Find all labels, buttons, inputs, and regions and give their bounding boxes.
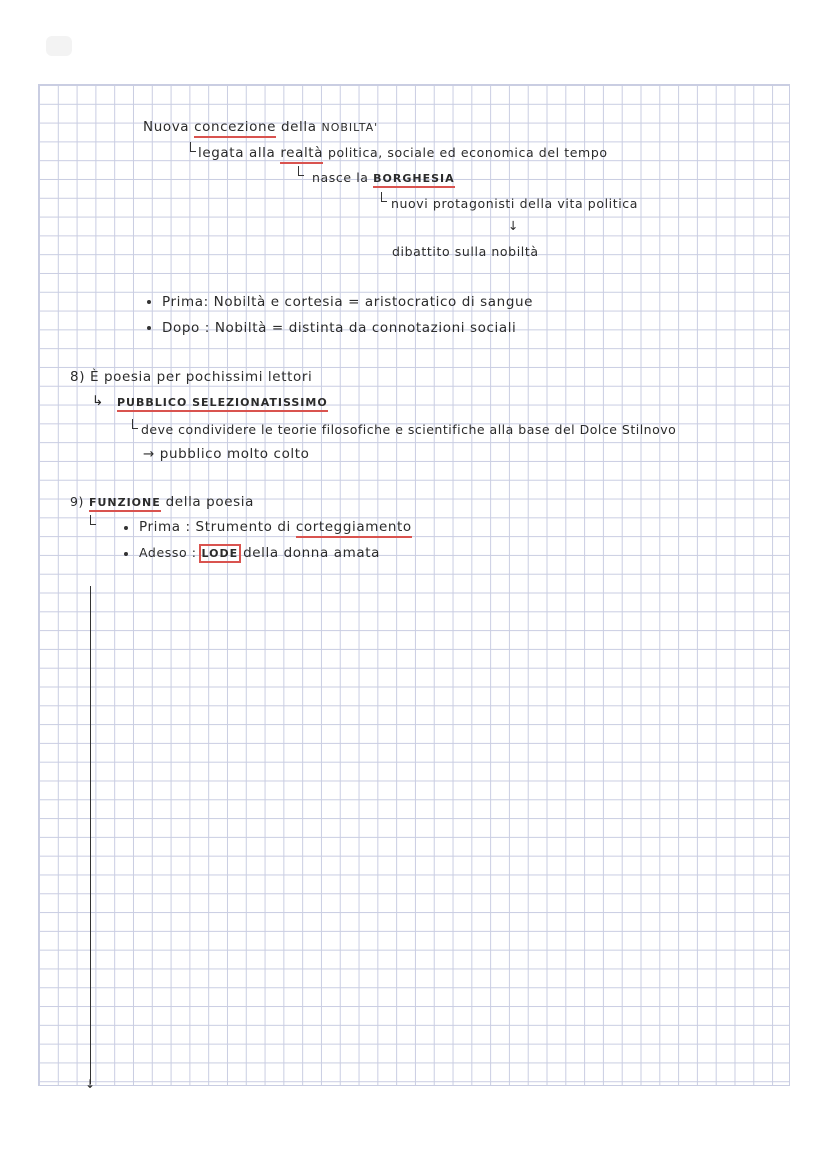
hook-icon (381, 192, 387, 202)
title-prefix: Nuova (143, 119, 190, 135)
nobilta-line1 (198, 147, 608, 161)
timeline-arrow-icon: ↓ (85, 1077, 96, 1091)
hook-icon (190, 142, 196, 152)
section8-subheading (117, 397, 328, 408)
section9-bullet2 (139, 547, 380, 561)
nobilta-bullet2: Dopo : Nobiltà = distinta da connotazioni sociali (162, 320, 517, 336)
section9-number: 9) (70, 494, 85, 509)
section9-bullet1 (139, 521, 412, 535)
section9-heading-rest: della poesia (165, 494, 254, 510)
timeline-line (90, 586, 91, 1084)
grid-paper (38, 84, 790, 1086)
corner-watermark (46, 36, 72, 56)
section8-line2: → pubblico molto colto (143, 446, 310, 462)
nobilta-bullet1: Prima: Nobiltà e cortesia = aristocratico di sangue (162, 294, 534, 310)
line1-end: politica, sociale ed economica del tempo (327, 145, 608, 160)
hook-icon (132, 419, 138, 429)
lode-label: LODE (201, 547, 239, 560)
title-mid: della (280, 119, 317, 135)
hook-icon (298, 166, 304, 176)
corner-arrow-icon: ↳ (92, 393, 104, 409)
nobilta-title (143, 121, 378, 135)
hook-icon (90, 515, 96, 525)
bullet1-start: Prima : Strumento di (139, 519, 291, 535)
bullet-icon (147, 326, 151, 330)
bullet-icon (124, 526, 128, 530)
nobilta-line3: nuovi protagonisti della vita politica (391, 196, 639, 211)
borghesia-label: BORGHESIA (373, 172, 454, 188)
bullet-icon (124, 552, 128, 556)
down-arrow-icon: ↓ (508, 218, 520, 233)
section9-heading (70, 496, 254, 510)
title-caps: NOBILTA' (321, 121, 379, 134)
line1-start: legata alla (198, 145, 276, 161)
bullet2-start: Adesso : (139, 545, 197, 560)
nobilta-line2 (312, 172, 455, 185)
section8-line1: deve condividere le teorie filosofiche e scientifiche alla base del Dolce Stilnovo (141, 422, 677, 437)
title-underlined-word: concezione (194, 119, 276, 138)
nobilta-line4: dibattito sulla nobiltà (392, 244, 539, 259)
bullet2-end: della donna amata (243, 545, 380, 561)
pubblico-label: PUBBLICO SELEZIONATISSIMO (117, 396, 328, 412)
line2-start: nasce la (312, 170, 369, 185)
funzione-label: FUNZIONE (89, 496, 161, 512)
line1-underlined-word: realtà (280, 145, 323, 164)
bullet-icon (147, 300, 151, 304)
section8-heading: 8) È poesia per pochissimi lettori (70, 369, 313, 385)
corteggiamento-label: corteggiamento (296, 519, 412, 538)
